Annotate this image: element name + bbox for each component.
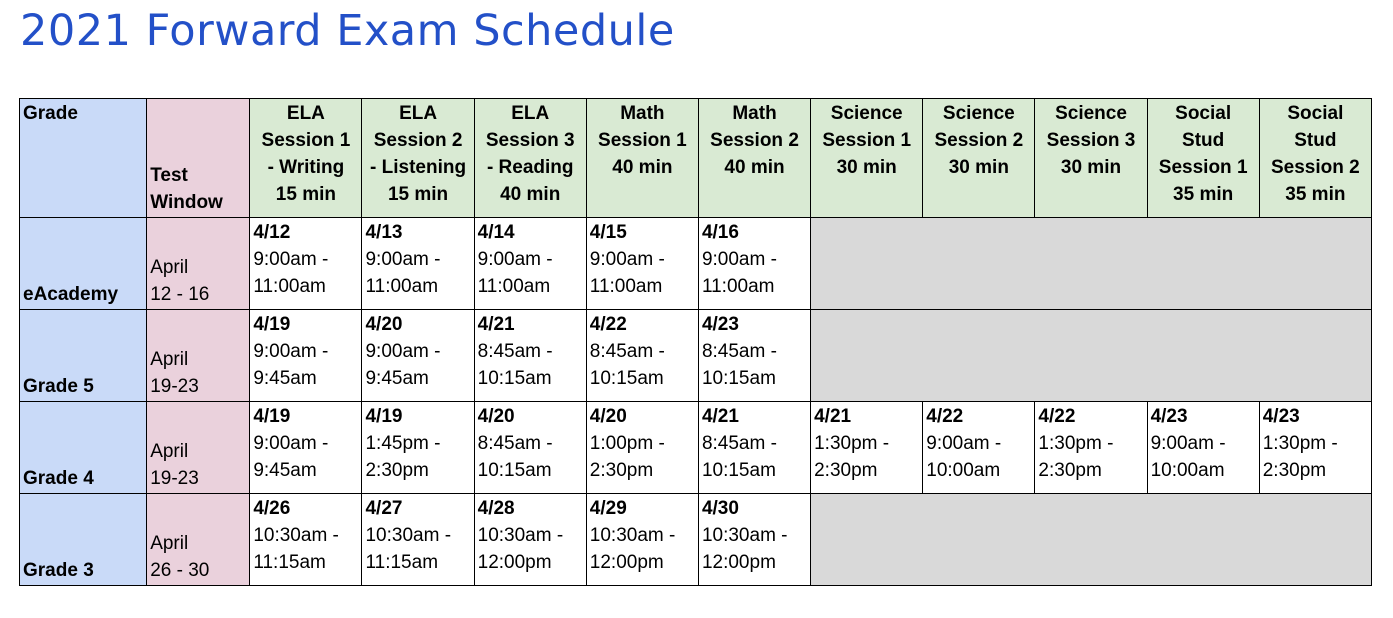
session-cell [362, 310, 474, 402]
header-line: - Listening [370, 157, 467, 178]
header-line: 15 min [275, 184, 336, 205]
session-time: 2:30pm [365, 460, 429, 481]
session-time: 1:30pm - [814, 433, 890, 454]
header-line: 40 min [612, 157, 673, 178]
session-date: 4/14 [477, 222, 515, 243]
session-time: 9:00am - [701, 249, 777, 270]
session-cell [250, 494, 362, 586]
header-grade [20, 99, 147, 218]
session-date: 4/20 [477, 406, 515, 427]
session-time: 10:30am - [589, 525, 676, 546]
header-line: 30 min [836, 157, 897, 178]
test-window-line: 19-23 [150, 468, 199, 489]
grade-cell: Grade 4 [20, 402, 147, 494]
test-window-line: 12 - 16 [150, 284, 210, 305]
header-line: 40 min [724, 157, 785, 178]
header-window-line: Window [150, 192, 223, 213]
header-line: Science [1055, 103, 1127, 124]
session-cell [250, 218, 362, 310]
session-time: 8:45am - [701, 341, 777, 362]
session-time: 10:00am [926, 460, 1001, 481]
test-window-line: April [150, 533, 189, 554]
header-line: 35 min [1173, 184, 1234, 205]
session-time: 1:30pm - [1038, 433, 1114, 454]
session-time: 8:45am - [589, 341, 665, 362]
session-time: 10:30am - [365, 525, 452, 546]
test-window-cell [147, 310, 250, 402]
header-line: Session 2 [710, 130, 799, 151]
session-time: 2:30pm [814, 460, 878, 481]
session-time: 11:15am [365, 552, 439, 573]
header-window-line: Test [150, 165, 188, 186]
header-line: Math [732, 103, 777, 124]
page-title: 2021 Forward Exam Schedule [20, 6, 675, 56]
header-line: 30 min [948, 157, 1009, 178]
header-line: Session 2 [1271, 157, 1360, 178]
header-line: Session 3 [485, 130, 575, 151]
test-window-cell [147, 494, 250, 586]
test-window-line: April [150, 441, 189, 462]
session-time: 2:30pm [1038, 460, 1102, 481]
session-date: 4/22 [926, 406, 964, 427]
header-line: Stud [1182, 130, 1225, 151]
header-row [20, 99, 1372, 218]
session-cell [250, 402, 362, 494]
session-cell [1147, 402, 1259, 494]
table-row [20, 310, 1372, 402]
session-time: 9:00am - [477, 249, 553, 270]
session-time: 12:00pm [589, 552, 664, 573]
session-date: 4/19 [253, 406, 291, 427]
session-time: 8:45am - [701, 433, 777, 454]
test-window-line: April [150, 349, 189, 370]
session-date: 4/29 [589, 498, 627, 519]
session-time: 9:00am - [253, 341, 329, 362]
header-line: Science [942, 103, 1015, 124]
session-time: 10:15am [477, 460, 552, 481]
header-ela-session-1 [250, 99, 362, 218]
session-time: 10:30am - [477, 525, 564, 546]
header-line: Session 3 [1046, 130, 1136, 151]
unscheduled-cell [811, 218, 1372, 310]
session-date: 4/27 [365, 498, 403, 519]
session-time: 10:15am [701, 368, 776, 389]
header-line: 35 min [1285, 184, 1346, 205]
unscheduled-cell [811, 494, 1372, 586]
session-time: 12:00pm [477, 552, 552, 573]
table-row [20, 402, 1372, 494]
header-ela-session-3 [474, 99, 586, 218]
session-cell [923, 402, 1035, 494]
session-date: 4/19 [365, 406, 403, 427]
session-time: 2:30pm [589, 460, 654, 481]
header-line: - Writing [267, 157, 345, 178]
header-line: Session 1 [261, 130, 351, 151]
session-cell [811, 402, 923, 494]
header-line: Stud [1294, 130, 1337, 151]
session-cell [474, 218, 586, 310]
header-line: 40 min [500, 184, 561, 205]
header-science-session-3 [1035, 99, 1147, 218]
header-line: Social [1287, 103, 1344, 124]
table-row [20, 218, 1372, 310]
session-cell [586, 310, 698, 402]
session-date: 4/19 [253, 314, 291, 335]
header-line: Social [1175, 103, 1232, 124]
session-date: 4/15 [589, 222, 627, 243]
session-time: 8:45am - [477, 433, 553, 454]
test-window-line: 26 - 30 [150, 560, 210, 581]
grade-cell: eAcademy [20, 218, 147, 310]
header-line: Session 1 [598, 130, 687, 151]
session-time: 9:00am - [365, 341, 441, 362]
session-cell [1259, 402, 1371, 494]
session-time: 9:00am - [589, 249, 665, 270]
test-window-cell [147, 218, 250, 310]
session-cell [586, 494, 698, 586]
session-date: 4/26 [253, 498, 291, 519]
session-time: 8:45am - [477, 341, 553, 362]
grade-cell: Grade 5 [20, 310, 147, 402]
session-date: 4/23 [701, 314, 739, 335]
header-line: Science [830, 103, 903, 124]
header-math-session-1 [586, 99, 698, 218]
header-line: Session 2 [934, 130, 1024, 151]
session-date: 4/21 [477, 314, 515, 335]
session-cell [474, 310, 586, 402]
grade-cell: Grade 3 [20, 494, 147, 586]
session-time: 9:45am [253, 460, 317, 481]
header-line: 30 min [1060, 157, 1122, 178]
header-line: ELA [399, 103, 438, 124]
session-cell [698, 494, 810, 586]
header-science-session-2 [923, 99, 1035, 218]
session-cell [698, 402, 810, 494]
session-date: 4/21 [814, 406, 852, 427]
header-test-window [147, 99, 250, 218]
header-line: Session 2 [373, 130, 463, 151]
header-line: Session 1 [822, 130, 912, 151]
table-row [20, 494, 1372, 586]
header-line: - Reading [486, 157, 574, 178]
header-line: ELA [286, 103, 325, 124]
session-time: 10:00am [1150, 460, 1225, 481]
header-line: Session 1 [1158, 157, 1248, 178]
session-date: 4/22 [589, 314, 627, 335]
test-window-line: April [150, 257, 189, 278]
session-date: 4/23 [1262, 406, 1300, 427]
header-line: 15 min [387, 184, 449, 205]
session-date: 4/20 [365, 314, 403, 335]
session-cell [362, 402, 474, 494]
session-time: 11:00am [253, 276, 326, 297]
session-cell [698, 218, 810, 310]
session-time: 12:00pm [701, 552, 776, 573]
header-social-stud-session-2 [1259, 99, 1371, 218]
session-time: 1:30pm - [1262, 433, 1338, 454]
header-science-session-1 [811, 99, 923, 218]
session-cell [586, 402, 698, 494]
header-social-stud-session-1 [1147, 99, 1259, 218]
session-cell [250, 310, 362, 402]
session-date: 4/13 [365, 222, 403, 243]
session-time: 9:00am - [253, 249, 329, 270]
test-window-line: 19-23 [150, 376, 199, 397]
session-date: 4/16 [701, 222, 739, 243]
header-grade-label: Grade [23, 103, 78, 124]
session-time: 9:00am - [365, 249, 441, 270]
header-ela-session-2 [362, 99, 474, 218]
session-time: 9:00am - [926, 433, 1002, 454]
session-cell [586, 218, 698, 310]
session-cell [362, 218, 474, 310]
session-time: 10:15am [701, 460, 776, 481]
session-time: 10:30am - [253, 525, 339, 546]
session-cell [474, 402, 586, 494]
session-time: 2:30pm [1262, 460, 1327, 481]
session-cell [698, 310, 810, 402]
header-math-session-2 [698, 99, 810, 218]
exam-schedule-table [19, 98, 1372, 586]
session-time: 11:00am [589, 276, 663, 297]
session-cell [474, 494, 586, 586]
session-time: 9:45am [365, 368, 429, 389]
header-line: ELA [511, 103, 550, 124]
session-date: 4/22 [1038, 406, 1076, 427]
session-time: 11:00am [365, 276, 439, 297]
session-time: 11:00am [477, 276, 551, 297]
session-date: 4/12 [253, 222, 291, 243]
session-time: 10:30am - [701, 525, 788, 546]
session-cell [362, 494, 474, 586]
session-time: 9:45am [253, 368, 317, 389]
session-time: 11:15am [253, 552, 326, 573]
session-time: 1:45pm - [365, 433, 441, 454]
session-time: 9:00am - [1150, 433, 1226, 454]
session-time: 9:00am - [253, 433, 329, 454]
session-time: 1:00pm - [589, 433, 665, 454]
session-date: 4/23 [1150, 406, 1188, 427]
session-cell [1035, 402, 1147, 494]
session-time: 10:15am [477, 368, 552, 389]
session-date: 4/30 [701, 498, 739, 519]
session-time: 11:00am [701, 276, 775, 297]
session-time: 10:15am [589, 368, 664, 389]
schedule-body [20, 218, 1372, 586]
test-window-cell [147, 402, 250, 494]
session-date: 4/20 [589, 406, 627, 427]
unscheduled-cell [811, 310, 1372, 402]
header-line: Math [620, 103, 665, 124]
session-date: 4/21 [701, 406, 739, 427]
session-date: 4/28 [477, 498, 515, 519]
